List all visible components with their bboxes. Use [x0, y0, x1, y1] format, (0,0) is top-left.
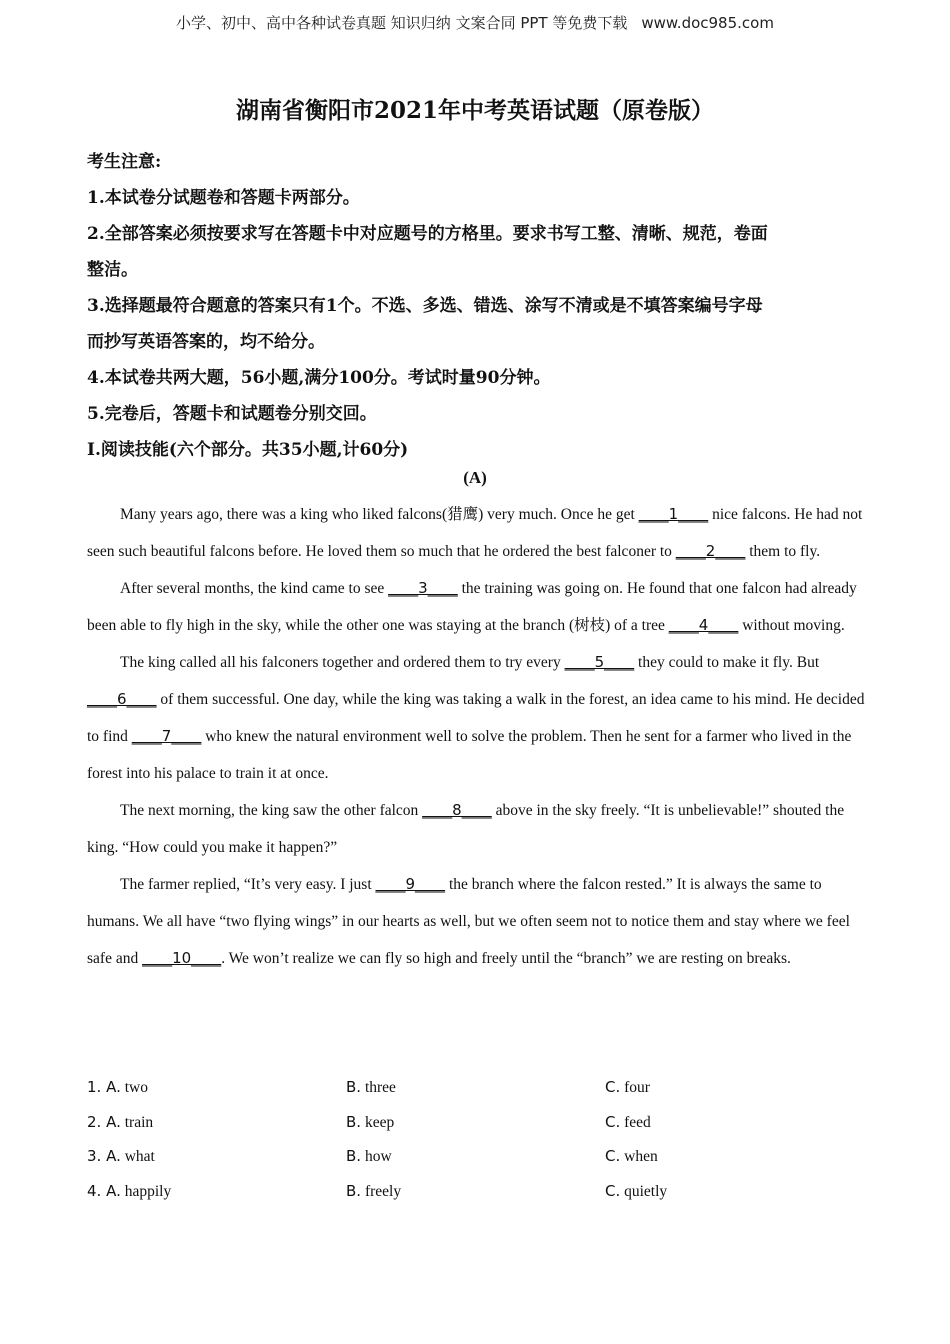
option-1a	[87, 1078, 148, 1097]
option-2a	[87, 1113, 153, 1132]
blank-6: ____6____	[87, 690, 157, 708]
question-row-1	[87, 1078, 867, 1113]
passage-text: nice falcons. He had not seen such beautiful falcons before. He loved them so much that he ordered the best falconer to	[87, 506, 863, 560]
option-3c	[605, 1147, 658, 1166]
passage-text: The king called all his falconers together and ordered them to try every	[120, 654, 565, 671]
blank-8: ____8____	[422, 801, 492, 819]
passage-text: . We won’t realize we can fly so high and freely until the “branch” we are resting on breaks.	[221, 950, 791, 967]
option-label: B.	[346, 1147, 362, 1166]
blank-7: ____7____	[131, 727, 202, 745]
question-number: 3. A.	[87, 1147, 121, 1166]
passage-text: who knew the natural environment well to solve the problem. Then he sent for a farmer who lived in the forest into his palace to train it at once.	[87, 728, 852, 782]
option-label: B.	[346, 1182, 362, 1201]
notice-item-3b: 而抄写英语答案的，均不给分。	[87, 332, 325, 352]
option-label: C.	[605, 1147, 621, 1166]
option-text: four	[624, 1079, 650, 1096]
blank-3: ____3____	[388, 579, 458, 597]
paragraph-5	[87, 866, 867, 977]
page-title: 湖南省衡阳市2021年中考英语试题（原卷版）	[235, 97, 714, 124]
option-4a	[87, 1182, 171, 1201]
page-header	[0, 12, 950, 33]
option-text: keep	[364, 1113, 395, 1131]
header-url[interactable]: www.doc985.com	[641, 14, 774, 32]
notice-heading: 考生注意:	[87, 152, 162, 172]
paragraph-4	[87, 792, 867, 866]
question-row-2	[87, 1113, 867, 1148]
blank-4: ____4____	[668, 616, 739, 634]
notice-item-5: 5.完卷后，答题卡和试题卷分别交回。	[87, 404, 377, 424]
section-heading: I.阅读技能(六个部分。共35小题,计60分)	[87, 440, 409, 460]
notice-block	[87, 144, 867, 468]
option-label: B.	[346, 1112, 362, 1131]
option-text: train	[124, 1113, 154, 1131]
question-options	[87, 1078, 867, 1217]
question-number: 4. A.	[87, 1182, 121, 1201]
option-2c	[605, 1113, 651, 1132]
notice-item-4: 4.本试卷共两大题，56小题,满分100分。考试时量90分钟。	[87, 368, 551, 388]
header-text: 小学、初中、高中各种试卷真题 知识归纳 文案合同 PPT 等免费下载	[176, 14, 628, 32]
paragraph-1	[87, 496, 867, 570]
option-text: quietly	[624, 1183, 668, 1201]
passage-text: After several months, the kind came to see	[120, 580, 389, 597]
passage-text: The farmer replied, “It’s very easy. I just	[120, 876, 376, 893]
passage-text: the branch where the falcon rested.” It is always the same to humans. We all have “two flying wings” in our hearts as well, but we often seem not to notice them and stay where we feel safe and	[87, 876, 850, 967]
option-label: C.	[605, 1078, 621, 1096]
question-row-3	[87, 1147, 867, 1182]
option-3a	[87, 1147, 155, 1166]
blank-2: ____2____	[675, 542, 746, 560]
option-label: C.	[605, 1112, 621, 1131]
option-label: C.	[605, 1182, 621, 1201]
option-text: two	[124, 1079, 148, 1096]
passage-label: (A)	[463, 468, 487, 487]
passage-text: without moving.	[738, 617, 845, 634]
option-4c	[605, 1182, 667, 1201]
blank-9: ____9____	[375, 875, 446, 893]
option-3b	[346, 1147, 392, 1166]
option-1c	[605, 1078, 650, 1097]
option-text: freely	[364, 1183, 402, 1201]
passage-text: above in the sky freely. “It is unbelievable!” shouted the king. “How could you make it happen?”	[87, 802, 845, 856]
question-row-4	[87, 1182, 867, 1217]
option-text: three	[364, 1079, 396, 1096]
passage-text: Many years ago, there was a king who liked falcons(猎鹰) very much. Once he get	[120, 506, 639, 523]
option-text: what	[124, 1148, 155, 1166]
passage-text: them to fly.	[745, 543, 821, 560]
option-4b	[346, 1182, 401, 1201]
passage-text: the training was going on. He found that one falcon had already been able to fly high in the sky, while the other one was staying at the branch (树枝) of a tree	[87, 580, 857, 634]
passage-text: The next morning, the king saw the other falcon	[120, 802, 423, 819]
passage-text: of them successful. One day, while the king was taking a walk in the forest, an idea came to his mind. He decided to find	[87, 691, 865, 745]
option-label: B.	[346, 1078, 362, 1096]
option-text: happily	[124, 1183, 172, 1201]
paragraph-3	[87, 644, 867, 792]
blank-1: ____1____	[638, 505, 709, 523]
cloze-passage	[87, 496, 867, 977]
option-1b	[346, 1078, 396, 1097]
blank-10: ____10____	[142, 949, 222, 967]
option-2b	[346, 1113, 394, 1132]
notice-item-1: 1.本试卷分试题卷和答题卡两部分。	[87, 188, 360, 208]
paragraph-2	[87, 570, 867, 644]
notice-item-3a: 3.选择题最符合题意的答案只有1个。不选、多选、错选、涂写不清或是不填答案编号字母	[87, 296, 763, 316]
option-text: feed	[624, 1113, 651, 1131]
question-number: 2. A.	[87, 1112, 121, 1131]
option-text: when	[624, 1148, 658, 1166]
notice-item-2a: 2.全部答案必须按要求写在答题卡中对应题号的方格里。要求书写工整、清晰、规范，卷面	[87, 224, 768, 244]
option-text: how	[364, 1148, 392, 1166]
passage-text: they could to make it fly. But	[634, 654, 820, 671]
notice-item-2b: 整洁。	[87, 260, 138, 280]
question-number: 1. A.	[87, 1078, 121, 1096]
blank-5: ____5____	[564, 653, 635, 671]
